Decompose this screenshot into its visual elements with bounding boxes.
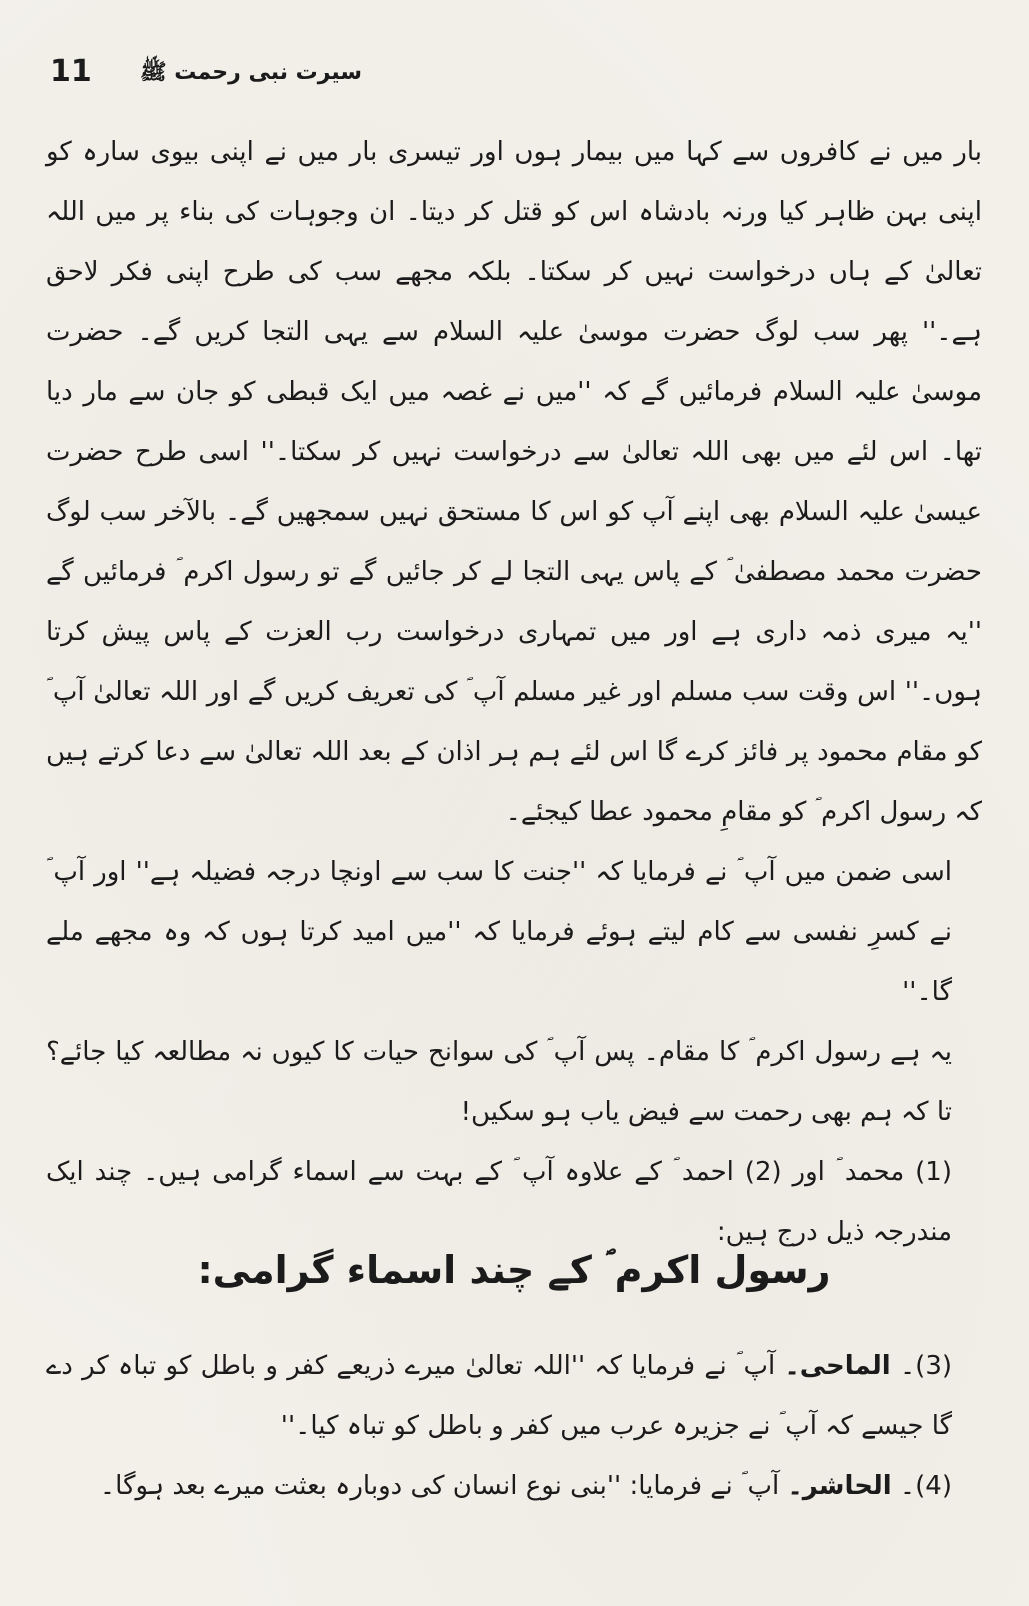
item-term: الحاشر۔ [787, 1471, 892, 1501]
item-term: الماحی۔ [784, 1351, 891, 1381]
paragraph: بار میں نے کافروں سے کہا میں بیمار ہوں اور تیسری بار میں نے اپنی بیوی سارہ کو اپنی بہن ظاہر کیا ورنہ بادشاہ اس کو قتل کر دیتا۔ ان وجوہات کی بناء پر میں اللہ تعالیٰ کے ہاں درخواست نہیں کر سکتا۔ بلکہ مجھے سب کی طرح اپنی فکر لاحق ہے۔'' پھر سب لوگ حضرت موسیٰ علیہ السلام سے یہی التجا کریں گے۔ حضرت موسیٰ علیہ السلام فرمائیں گے کہ ''میں نے غصہ میں ایک قبطی کو جان سے مار دیا تھا۔ اس لئے میں بھی اللہ تعالیٰ سے درخواست نہیں کر سکتا۔'' اسی طرح حضرت عیسیٰ علیہ السلام بھی اپنے آپ کو اس کا مستحق نہیں سمجھیں گے۔ بالآخر سب لوگ حضرت محمد مصطفیٰ ؐ کے پاس یہی التجا لے کر جائیں گے تو رسول اکرم ؐ فرمائیں گے ''یہ میری ذمہ داری ہے اور میں تمہاری درخواست رب العزت کے پاس پیش کرتا ہوں۔'' اس وقت سب مسلم اور غیر مسلم آپ ؐ کی تعریف کریں گے اور اللہ تعالیٰ آپ ؐ کو مقام محمود پر فائز کرے گا اس لئے ہم ہر اذان کے بعد اللہ تعالیٰ سے دعا کرتے ہیں کہ رسول اکرم ؐ کو مقامِ محمود عطا کیجئے۔ [46, 137, 982, 827]
running-title: سیرت نبی رحمت ﷺ [140, 60, 363, 85]
page-header [40, 52, 990, 102]
paragraph: اسی ضمن میں آپ ؐ نے فرمایا کہ ''جنت کا سب سے اونچا درجہ فضیلہ ہے'' اور آپ ؐ نے کسرِ نفسی سے کام لیتے ہوئے فرمایا کہ ''میں امید کرتا ہوں کہ وہ مجھے ملے گا۔'' [46, 857, 952, 1007]
item-text: آپ ؐ نے فرمایا: ''بنی نوع انسان کی دوبارہ بعثت میرے بعد ہوگا۔ [99, 1471, 780, 1501]
section-heading: رسول اکرم ؐ کے چند اسماء گرامی: [197, 1248, 831, 1292]
item-number: (4)۔ [899, 1471, 952, 1501]
names-list [46, 1336, 982, 1516]
paragraph: (1) محمد ؐ اور (2) احمد ؐ کے علاوہ آپ ؐ کے بہت سے اسماء گرامی ہیں۔ چند ایک مندرجہ ذیل درج ہیں: [46, 1157, 952, 1247]
list-item [46, 1456, 982, 1516]
item-text: آپ ؐ نے فرمایا کہ ''اللہ تعالیٰ میرے ذریعے کفر و باطل کو تباہ کر دے گا جیسے کہ آپ ؐ نے جزیرہ عرب میں کفر و باطل کو تباہ کیا۔'' [46, 1351, 952, 1441]
item-number: (3)۔ [899, 1351, 953, 1381]
body-text [46, 122, 982, 1262]
page-number: 11 [50, 54, 92, 89]
paragraph: یہ ہے رسول اکرم ؐ کا مقام۔ پس آپ ؐ کی سوانح حیات کا کیوں نہ مطالعہ کیا جائے؟ تا کہ ہم بھی رحمت سے فیض یاب ہو سکیں! [46, 1037, 952, 1127]
list-item [46, 1336, 982, 1456]
